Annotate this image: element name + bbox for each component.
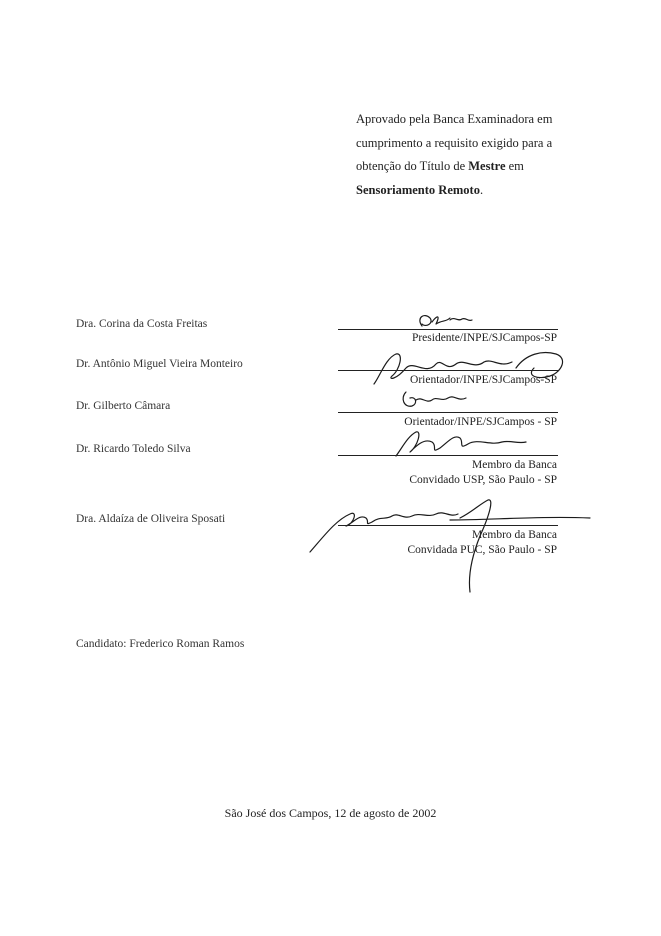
approval-line-3-suffix: em <box>505 159 524 173</box>
member-institution-silva: Convidado USP, São Paulo - SP <box>409 474 557 486</box>
approval-line-1: Aprovado pela Banca Examinadora em <box>356 112 553 126</box>
signature-silva <box>386 424 536 464</box>
approval-line-2: cumprimento a requisito exigido para a <box>356 135 553 150</box>
approval-statement <box>356 108 571 202</box>
approval-line-3 <box>356 155 571 179</box>
member-name-sposati: Dra. Aldaíza de Oliveira Sposati <box>76 513 226 525</box>
approval-line-4-suffix: . <box>479 182 484 197</box>
member-role-monteiro: Orientador/INPE/SJCampos-SP <box>410 374 557 386</box>
degree-title: Mestre <box>468 159 506 173</box>
signature-line-2 <box>338 370 558 371</box>
member-role-silva: Membro da Banca <box>472 459 557 471</box>
candidate-name: Candidato: Frederico Roman Ramos <box>76 638 245 650</box>
document-date: São José dos Campos, 12 de agosto de 2002 <box>224 806 437 820</box>
member-name-silva: Dr. Ricardo Toledo Silva <box>76 443 191 455</box>
member-institution-sposati: Convidada PUC, São Paulo - SP <box>407 544 557 556</box>
signature-line-5 <box>338 525 558 526</box>
program-name: Sensoriamento Remoto <box>356 182 480 197</box>
member-name-monteiro: Dr. Antônio Miguel Vieira Monteiro <box>76 358 243 370</box>
approval-line-4 <box>356 179 571 203</box>
member-name-camara: Dr. Gilberto Câmara <box>76 400 171 412</box>
signature-line-4 <box>338 455 558 456</box>
approval-line-3-prefix: obtenção do Título de <box>356 159 469 173</box>
signature-line-1 <box>338 329 558 330</box>
member-role-freitas: Presidente/INPE/SJCampos-SP <box>411 332 557 344</box>
member-role-camara: Orientador/INPE/SJCampos - SP <box>404 416 557 428</box>
member-role-sposati: Membro da Banca <box>472 529 557 541</box>
signature-line-3 <box>338 412 558 413</box>
member-name-freitas: Dra. Corina da Costa Freitas <box>76 318 208 330</box>
